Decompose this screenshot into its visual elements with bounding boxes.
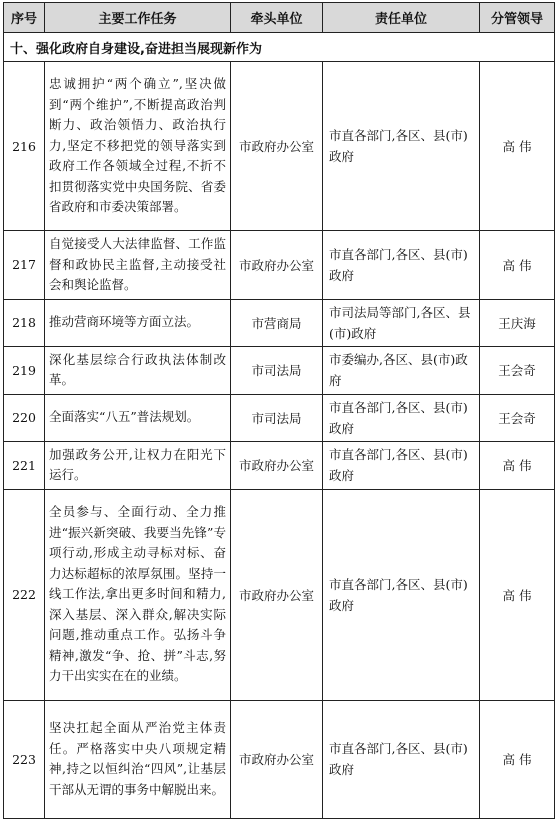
header-lead-unit: 牵头单位	[231, 3, 323, 33]
row-lead-unit: 市政府办公室	[231, 700, 323, 818]
table-header-row	[4, 3, 555, 33]
row-task: 坚决扛起全面从严治党主体责任。严格落实中央八项规定精神,持之以恒纠治“四风”,让基层干部从无谓的事务中解脱出来。	[45, 700, 231, 818]
table-row	[4, 700, 555, 818]
row-lead-unit: 市营商局	[231, 299, 323, 346]
table-row	[4, 299, 555, 346]
row-num: 223	[4, 700, 45, 818]
header-num: 序号	[4, 3, 45, 33]
row-lead-unit: 市政府办公室	[231, 62, 323, 231]
row-lead-unit: 市司法局	[231, 346, 323, 394]
row-lead-unit: 市政府办公室	[231, 489, 323, 700]
row-num: 217	[4, 231, 45, 300]
section-title: 十、强化政府自身建设,奋进担当展现新作为	[4, 33, 555, 62]
table-row	[4, 62, 555, 231]
row-task: 加强政务公开,让权力在阳光下运行。	[45, 441, 231, 489]
row-leader: 高 伟	[480, 441, 555, 489]
row-task: 深化基层综合行政执法体制改革。	[45, 346, 231, 394]
row-responsible-unit: 市直各部门,各区、县(市)政府	[323, 394, 480, 441]
row-leader: 王庆海	[480, 299, 555, 346]
row-lead-unit: 市政府办公室	[231, 231, 323, 300]
table-row	[4, 394, 555, 441]
row-task: 全面落实“八五”普法规划。	[45, 394, 231, 441]
row-responsible-unit: 市直各部门,各区、县(市)政府	[323, 62, 480, 231]
row-task: 全员参与、全面行动、全力推进“振兴新突破、我要当先锋”专项行动,形成主动寻标对标、奋力达标超标的浓厚氛围。坚持一线工作法,拿出更多时间和精力,深入基层、深入群众,解决实际问题,推动重点工作。弘扬斗争精神,激发“争、抢、拼”斗志,努力干出实实在在的业绩。	[45, 489, 231, 700]
row-leader: 王会奇	[480, 346, 555, 394]
table-row	[4, 346, 555, 394]
row-responsible-unit: 市直各部门,各区、县(市)政府	[323, 231, 480, 300]
table-row	[4, 441, 555, 489]
section-row	[4, 33, 555, 62]
row-num: 221	[4, 441, 45, 489]
row-num: 216	[4, 62, 45, 231]
row-lead-unit: 市政府办公室	[231, 441, 323, 489]
row-responsible-unit: 市直各部门,各区、县(市)政府	[323, 489, 480, 700]
row-num: 220	[4, 394, 45, 441]
row-responsible-unit: 市司法局等部门,各区、县(市)政府	[323, 299, 480, 346]
row-leader: 高 伟	[480, 62, 555, 231]
row-leader: 高 伟	[480, 489, 555, 700]
work-task-table	[3, 2, 555, 819]
row-task: 推动营商环境等方面立法。	[45, 299, 231, 346]
table-row	[4, 231, 555, 300]
row-num: 218	[4, 299, 45, 346]
table-row	[4, 489, 555, 700]
row-responsible-unit: 市直各部门,各区、县(市)政府	[323, 441, 480, 489]
header-leader: 分管领导	[480, 3, 555, 33]
row-responsible-unit: 市委编办,各区、县(市)政府	[323, 346, 480, 394]
row-leader: 王会奇	[480, 394, 555, 441]
row-task: 忠诚拥护“两个确立”,坚决做到“两个维护”,不断提高政治判断力、政治领悟力、政治执行力,坚定不移把党的领导落实到政府工作各领域全过程,不折不扣贯彻落实党中央国务院、省委省政府和市委决策部署。	[45, 62, 231, 231]
row-num: 222	[4, 489, 45, 700]
row-leader: 高 伟	[480, 231, 555, 300]
header-task: 主要工作任务	[45, 3, 231, 33]
row-responsible-unit: 市直各部门,各区、县(市)政府	[323, 700, 480, 818]
row-num: 219	[4, 346, 45, 394]
header-responsible-unit: 责任单位	[323, 3, 480, 33]
row-leader: 高 伟	[480, 700, 555, 818]
row-task: 自觉接受人大法律监督、工作监督和政协民主监督,主动接受社会和舆论监督。	[45, 231, 231, 300]
row-lead-unit: 市司法局	[231, 394, 323, 441]
